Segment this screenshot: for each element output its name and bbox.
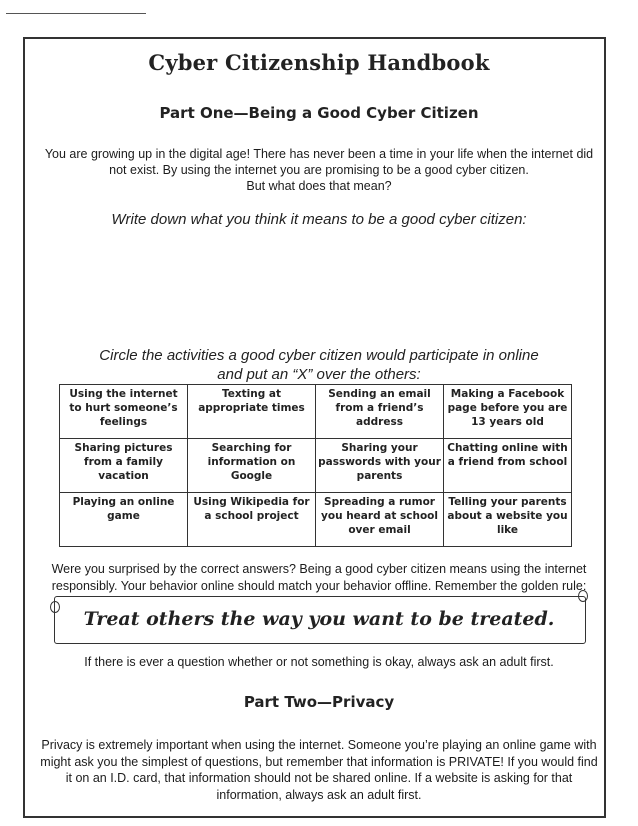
activity-cell[interactable]: Sending an email from a friend’s address: [316, 385, 444, 439]
privacy-line: information, always ask an adult first.: [216, 787, 422, 802]
instruction-line: and put an “X” over the others:: [217, 366, 421, 383]
instruction-line: Circle the activities a good cyber citizen would participate in online: [99, 347, 539, 364]
activity-cell[interactable]: Spreading a rumor you heard at school over email: [316, 493, 444, 547]
activity-cell[interactable]: Using Wikipedia for a school project: [188, 493, 316, 547]
scroll-curl-right: [578, 590, 588, 602]
top-rule: [6, 13, 146, 14]
page-title: Cyber Citizenship Handbook: [148, 50, 490, 75]
writing-prompt: Write down what you think it means to be a good cyber citizen:: [111, 211, 527, 228]
golden-rule-text: Treat others the way you want to be treated.: [83, 608, 555, 630]
activity-cell[interactable]: Searching for information on Google: [188, 439, 316, 493]
activity-cell[interactable]: Telling your parents about a website you like: [444, 493, 572, 547]
adult-note: If there is ever a question whether or not something is okay, always ask an adult first.: [84, 655, 554, 669]
table-row: [60, 385, 572, 439]
activity-cell[interactable]: Texting at appropriate times: [188, 385, 316, 439]
privacy-paragraph: [0, 737, 638, 803]
activity-cell[interactable]: Chatting online with a friend from school: [444, 439, 572, 493]
part-two-heading: Part Two—Privacy: [243, 693, 395, 711]
intro-paragraph: [0, 146, 638, 194]
privacy-line: it on an I.D. card, that information should not be shared online. If a website is asking for that: [65, 771, 573, 785]
activities-table: [59, 384, 572, 547]
table-row: [60, 439, 572, 493]
intro-line: not exist. By using the internet you are promising to be a good cyber citizen.: [109, 163, 529, 177]
intro-line: But what does that mean?: [246, 179, 392, 193]
surprise-line: responsibly. Your behavior online should match your behavior offline. Remember the golden rule:: [51, 579, 587, 593]
part-one-heading: Part One—Being a Good Cyber Citizen: [159, 104, 479, 122]
intro-line: You are growing up in the digital age! There has never been a time in your life when the internet did: [44, 147, 594, 161]
surprise-paragraph: [0, 561, 638, 595]
circle-instructions: [0, 346, 638, 384]
activity-cell[interactable]: Making a Facebook page before you are 13 years old: [444, 385, 572, 439]
activity-cell[interactable]: Sharing pictures from a family vacation: [60, 439, 188, 493]
activity-cell[interactable]: Sharing your passwords with your parents: [316, 439, 444, 493]
activity-cell[interactable]: Playing an online game: [60, 493, 188, 547]
activity-cell[interactable]: Using the internet to hurt someone’s feelings: [60, 385, 188, 439]
privacy-line: Privacy is extremely important when using the internet. Someone you’re playing an online game with: [41, 738, 597, 752]
table-row: [60, 493, 572, 547]
privacy-line: might ask you the simplest of questions, but remember that information is PRIVATE! If you would find: [40, 754, 598, 769]
surprise-line: Were you surprised by the correct answers? Being a good cyber citizen means using the internet: [51, 562, 587, 576]
